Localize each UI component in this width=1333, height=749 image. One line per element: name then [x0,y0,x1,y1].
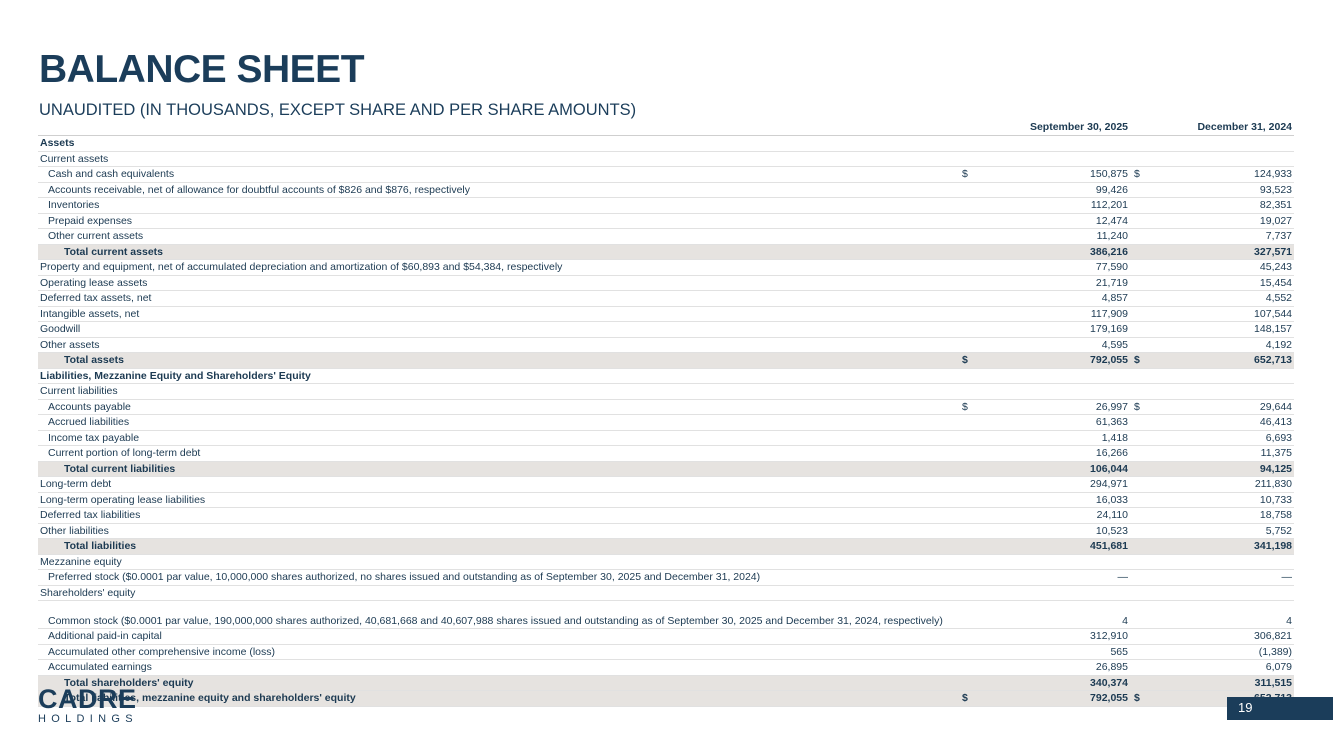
value-2025: 1,418 [978,430,1130,446]
currency-sign-2024 [1130,675,1150,691]
total-row [38,353,1294,369]
value-2024: 15,454 [1150,275,1294,291]
currency-sign-2024 [1130,213,1150,229]
currency-sign-2025 [958,260,978,276]
table-row [38,306,1294,322]
currency-sign-2024 [1130,415,1150,431]
table-row [38,384,1294,400]
value-2025: 294,971 [978,477,1130,493]
row-label: Accounts receivable, net of allowance for doubtful accounts of $826 and $876, respectively [38,182,958,198]
value-2024: 327,571 [1150,244,1294,260]
value-2024: 4,192 [1150,337,1294,353]
currency-sign-2024 [1130,244,1150,260]
table-row [38,322,1294,338]
currency-sign-2024 [1130,461,1150,477]
table-row [38,198,1294,214]
column-header-dec-2024: December 31, 2024 [1130,120,1294,136]
currency-sign-2025: $ [958,167,978,183]
value-2025: 792,055 [978,353,1130,369]
currency-sign-2025 [958,337,978,353]
section-row [38,368,1294,384]
currency-sign-2025 [958,570,978,586]
row-label: Current liabilities [38,384,958,400]
table-row [38,523,1294,539]
value-2024: 341,198 [1150,539,1294,555]
page-number: 19 [1238,700,1253,715]
row-label: Total liabilities, mezzanine equity and shareholders' equity [38,691,958,707]
row-label: Current portion of long-term debt [38,446,958,462]
table-row [38,275,1294,291]
table-header-row [38,120,1294,136]
row-label: Inventories [38,198,958,214]
currency-sign-2024: $ [1130,399,1150,415]
currency-sign-2025 [958,523,978,539]
currency-sign-2024 [1130,446,1150,462]
value-2024: 311,515 [1150,675,1294,691]
currency-sign-2024 [1130,508,1150,524]
value-2025: 386,216 [978,244,1130,260]
value-2025 [978,554,1130,570]
currency-sign-2025 [958,461,978,477]
currency-sign-2024 [1130,492,1150,508]
value-2025: 16,033 [978,492,1130,508]
value-2024: 18,758 [1150,508,1294,524]
currency-sign-2024 [1130,368,1150,384]
table-row [38,399,1294,415]
value-2025: 24,110 [978,508,1130,524]
currency-sign-2024 [1130,260,1150,276]
currency-sign-2025 [958,629,978,645]
currency-sign-2025 [958,492,978,508]
value-2025: 112,201 [978,198,1130,214]
currency-sign-2025: $ [958,691,978,707]
row-label: Other assets [38,337,958,353]
currency-sign-2025: $ [958,399,978,415]
table-row [38,430,1294,446]
value-2024: — [1150,570,1294,586]
row-label: Assets [38,136,958,152]
value-2024: 45,243 [1150,260,1294,276]
currency-sign-2025 [958,446,978,462]
currency-sign-2024 [1130,182,1150,198]
value-2024: 46,413 [1150,415,1294,431]
row-label: Total current assets [38,244,958,260]
row-label: Total shareholders' equity [38,675,958,691]
value-2024: 82,351 [1150,198,1294,214]
currency-sign-2024 [1130,601,1150,629]
total-row [38,691,1294,707]
row-label: Prepaid expenses [38,213,958,229]
row-label: Total liabilities [38,539,958,555]
value-2025: 451,681 [978,539,1130,555]
currency-sign-2024 [1130,384,1150,400]
currency-sign-2024 [1130,554,1150,570]
currency-sign-2024 [1130,629,1150,645]
currency-sign-2025 [958,275,978,291]
table-row [38,167,1294,183]
currency-sign-2025 [958,291,978,307]
table-row [38,446,1294,462]
row-label: Accumulated earnings [38,660,958,676]
currency-sign-2024 [1130,275,1150,291]
row-label: Property and equipment, net of accumulated depreciation and amortization of $60,893 and $54,384, respectively [38,260,958,276]
value-2025 [978,585,1130,601]
page-title: BALANCE SHEET [39,48,365,91]
currency-sign-2024 [1130,539,1150,555]
value-2025: 4,595 [978,337,1130,353]
page-subtitle: UNAUDITED (IN THOUSANDS, EXCEPT SHARE AND PER SHARE AMOUNTS) [39,101,637,119]
row-label: Additional paid-in capital [38,629,958,645]
currency-sign-2025 [958,306,978,322]
balance-sheet-body [38,136,1294,707]
table-row [38,629,1294,645]
value-2025: 99,426 [978,182,1130,198]
currency-sign-2025 [958,585,978,601]
total-row [38,539,1294,555]
currency-sign-2025 [958,229,978,245]
table-row [38,508,1294,524]
value-2024: 4 [1150,601,1294,629]
currency-sign-2024 [1130,229,1150,245]
value-2024: 94,125 [1150,461,1294,477]
currency-sign-2025 [958,368,978,384]
row-label: Preferred stock ($0.0001 par value, 10,000,000 shares authorized, no shares issued and outstanding as of September 30, 2025 and December 31, 2024) [38,570,958,586]
value-2024: 19,027 [1150,213,1294,229]
row-label: Deferred tax assets, net [38,291,958,307]
currency-sign-2024: $ [1130,167,1150,183]
currency-sign-2024: $ [1130,691,1150,707]
value-2025: 150,875 [978,167,1130,183]
currency-sign-2025 [958,213,978,229]
value-2025: 21,719 [978,275,1130,291]
currency-sign-2025 [958,244,978,260]
currency-sign-2024: $ [1130,353,1150,369]
currency-sign-2025 [958,477,978,493]
row-label: Total assets [38,353,958,369]
value-2024 [1150,554,1294,570]
value-2024: 10,733 [1150,492,1294,508]
value-2025 [978,384,1130,400]
value-2025 [978,368,1130,384]
row-label: Long-term debt [38,477,958,493]
value-2025: 11,240 [978,229,1130,245]
row-label: Intangible assets, net [38,306,958,322]
value-2024 [1150,384,1294,400]
row-label: Accounts payable [38,399,958,415]
currency-sign-2024 [1130,660,1150,676]
table-row [38,554,1294,570]
value-2024: 124,933 [1150,167,1294,183]
currency-sign-2025 [958,508,978,524]
currency-sign-2025 [958,539,978,555]
currency-sign-2025 [958,430,978,446]
currency-sign-2025 [958,415,978,431]
currency-sign-2025 [958,384,978,400]
row-label: Current assets [38,151,958,167]
value-2025: 312,910 [978,629,1130,645]
table-row [38,415,1294,431]
currency-sign-2024 [1130,136,1150,152]
table-row [38,601,1294,629]
row-label: Deferred tax liabilities [38,508,958,524]
row-label: Accumulated other comprehensive income (loss) [38,644,958,660]
row-label: Operating lease assets [38,275,958,291]
row-label: Goodwill [38,322,958,338]
value-2024: 6,693 [1150,430,1294,446]
currency-sign-2025 [958,136,978,152]
value-2024 [1150,368,1294,384]
currency-sign-2025: $ [958,353,978,369]
value-2024: 5,752 [1150,523,1294,539]
value-2025: 565 [978,644,1130,660]
currency-sign-2024 [1130,430,1150,446]
table-row [38,585,1294,601]
value-2025: 16,266 [978,446,1130,462]
value-2024: 6,079 [1150,660,1294,676]
value-2025: 179,169 [978,322,1130,338]
currency-sign-2024 [1130,322,1150,338]
row-label: Shareholders' equity [38,585,958,601]
value-2025 [978,136,1130,152]
currency-sign-2024 [1130,570,1150,586]
logo-wordmark: CADRE [38,684,137,714]
value-2025: — [978,570,1130,586]
table-row [38,660,1294,676]
table-row [38,291,1294,307]
table-row [38,492,1294,508]
row-label: Common stock ($0.0001 par value, 190,000,000 shares authorized, 40,681,668 and 40,607,988 shares issued and outstanding as of September 30, 2025 and December 31, 2024, respectively) [38,601,958,629]
value-2024: 29,644 [1150,399,1294,415]
value-2024: 306,821 [1150,629,1294,645]
table-row [38,337,1294,353]
value-2024: 4,552 [1150,291,1294,307]
currency-sign-2025 [958,182,978,198]
row-label: Long-term operating lease liabilities [38,492,958,508]
value-2024: (1,389) [1150,644,1294,660]
table-row [38,182,1294,198]
table-row [38,260,1294,276]
value-2024 [1150,151,1294,167]
total-row [38,461,1294,477]
table-row [38,213,1294,229]
currency-sign-2025 [958,322,978,338]
value-2025: 340,374 [978,675,1130,691]
column-header-sep-2025: September 30, 2025 [958,120,1130,136]
value-2025: 77,590 [978,260,1130,276]
value-2024: 107,544 [1150,306,1294,322]
value-2024: 148,157 [1150,322,1294,338]
value-2025: 10,523 [978,523,1130,539]
currency-sign-2025 [958,675,978,691]
row-label: Other liabilities [38,523,958,539]
value-2024: 11,375 [1150,446,1294,462]
total-row [38,244,1294,260]
value-2025: 117,909 [978,306,1130,322]
currency-sign-2025 [958,660,978,676]
value-2025: 12,474 [978,213,1130,229]
header-label-spacer [38,120,958,136]
value-2025: 4 [978,601,1130,629]
row-label: Cash and cash equivalents [38,167,958,183]
currency-sign-2025 [958,198,978,214]
currency-sign-2025 [958,644,978,660]
value-2024: 7,737 [1150,229,1294,245]
value-2025: 61,363 [978,415,1130,431]
row-label: Other current assets [38,229,958,245]
section-row [38,136,1294,152]
table-row [38,644,1294,660]
table-row [38,570,1294,586]
currency-sign-2024 [1130,337,1150,353]
value-2024: 211,830 [1150,477,1294,493]
row-label: Liabilities, Mezzanine Equity and Shareholders' Equity [38,368,958,384]
row-label: Mezzanine equity [38,554,958,570]
value-2024 [1150,585,1294,601]
table-row [38,151,1294,167]
value-2025: 4,857 [978,291,1130,307]
value-2025 [978,151,1130,167]
cadre-holdings-logo [38,686,148,726]
currency-sign-2024 [1130,523,1150,539]
value-2025: 26,895 [978,660,1130,676]
currency-sign-2024 [1130,198,1150,214]
currency-sign-2025 [958,151,978,167]
row-label: Total current liabilities [38,461,958,477]
table-row [38,477,1294,493]
balance-sheet-table [38,120,1294,707]
row-label: Accrued liabilities [38,415,958,431]
total-row [38,675,1294,691]
currency-sign-2025 [958,554,978,570]
value-2024 [1150,136,1294,152]
value-2025: 26,997 [978,399,1130,415]
value-2025: 106,044 [978,461,1130,477]
row-label: Income tax payable [38,430,958,446]
logo-subtext: HOLDINGS [38,713,138,725]
currency-sign-2024 [1130,477,1150,493]
page-number-bar [1227,697,1333,720]
value-2024: 652,713 [1150,353,1294,369]
currency-sign-2024 [1130,585,1150,601]
currency-sign-2024 [1130,151,1150,167]
value-2025: 792,055 [978,691,1130,707]
currency-sign-2024 [1130,291,1150,307]
currency-sign-2024 [1130,644,1150,660]
currency-sign-2025 [958,601,978,629]
table-row [38,229,1294,245]
currency-sign-2024 [1130,306,1150,322]
value-2024: 93,523 [1150,182,1294,198]
